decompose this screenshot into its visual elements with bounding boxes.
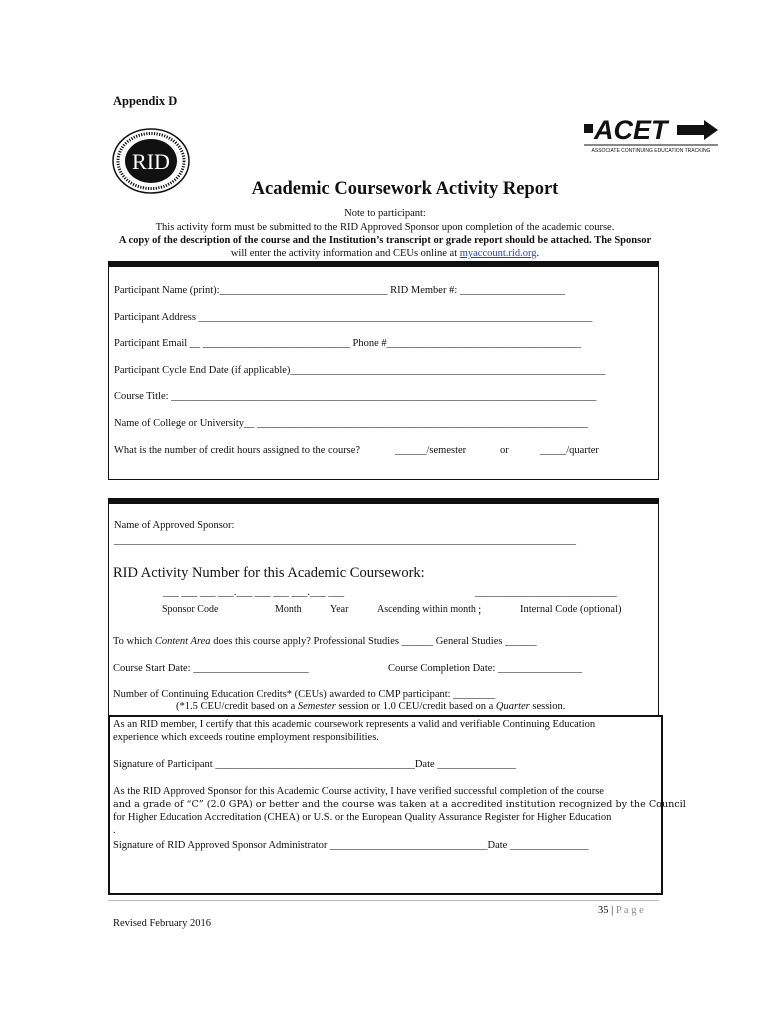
member-cert-line-1: As an RID member, I certify that this academic coursework represents a valid and verifiable Continuing Education bbox=[113, 719, 596, 730]
content-area-post: does this course apply? Professional Studies ______ General Studies ______ bbox=[210, 636, 537, 647]
label-month: Month bbox=[275, 604, 302, 615]
sponsor-name-label: Name of Approved Sponsor: bbox=[114, 520, 235, 531]
activity-number-heading: RID Activity Number for this Academic Coursework: bbox=[113, 565, 425, 581]
page-title: Academic Coursework Activity Report bbox=[251, 179, 559, 199]
appendix-label: Appendix D bbox=[113, 94, 178, 108]
internal-code-field[interactable]: ___________________________ bbox=[475, 587, 617, 598]
content-area-em: Content Area bbox=[154, 636, 211, 647]
label-semicolon: ; bbox=[478, 602, 482, 616]
member-cert-line-2: experience which exceeds routine employment responsibilities. bbox=[113, 732, 379, 743]
note-label: Note to participant: bbox=[344, 208, 426, 219]
participant-name-field[interactable]: Participant Name (print):________________________________ RID Member #: ____________________ bbox=[114, 285, 565, 296]
credit-semester-field[interactable]: ______/semester bbox=[395, 445, 467, 456]
ceu-note-quarter: Quarter bbox=[495, 701, 530, 712]
ceu-note bbox=[176, 701, 565, 712]
page-number-value: 35 bbox=[598, 905, 609, 916]
note-line-2: A copy of the description of the course and the Institution’s transcript or grade report should be attached. The Sponsor bbox=[118, 235, 652, 246]
sponsor-name-field[interactable]: ________________________________________________________________________________________ bbox=[114, 535, 576, 546]
activity-code-field[interactable]: ___ ___ ___ ___.___ ___ ___ ___.___ ___ bbox=[163, 587, 345, 598]
content-area-question[interactable] bbox=[113, 636, 537, 647]
course-title-field[interactable]: Course Title: _________________________________________________________________________________ bbox=[114, 391, 597, 402]
myaccount-link[interactable]: myaccount.rid.org bbox=[459, 248, 537, 259]
ceu-note-mid: session or 1.0 CEU/credit based on a bbox=[335, 701, 496, 712]
participant-address-field[interactable]: Participant Address ___________________________________________________________________________ bbox=[114, 312, 593, 323]
course-completion-date-field[interactable]: Course Completion Date: ________________ bbox=[388, 663, 582, 674]
participant-cycle-field[interactable]: Participant Cycle End Date (if applicable)____________________________________________________________ bbox=[114, 365, 606, 376]
page-word: P a g e bbox=[615, 905, 644, 916]
page-separator: | bbox=[611, 905, 614, 916]
note-line-3-end: . bbox=[536, 248, 540, 259]
note-line-1: This activity form must be submitted to the RID Approved Sponsor upon completion of the academic course. bbox=[155, 222, 615, 233]
acet-logo-text: ACET bbox=[594, 115, 668, 145]
rid-logo-text: RID bbox=[132, 149, 170, 174]
footer-rule bbox=[108, 900, 659, 901]
content-area-pre: To which bbox=[113, 636, 155, 647]
credit-hours-question: What is the number of credit hours assigned to the course? bbox=[114, 445, 361, 456]
ceus-field[interactable]: Number of Continuing Education Credits* (CEUs) awarded to CMP participant: ________ bbox=[113, 689, 496, 700]
participant-email-field[interactable]: Participant Email __ ____________________________ Phone #_____________________________________ bbox=[114, 338, 581, 349]
college-field[interactable]: Name of College or University__ _______________________________________________________________ bbox=[114, 418, 588, 429]
label-year: Year bbox=[330, 604, 349, 615]
sponsor-cert-line-1: As the RID Approved Sponsor for this Academic Course activity, I have verified successful completion of the course bbox=[113, 786, 604, 797]
credit-or-label: or bbox=[500, 445, 509, 456]
participant-signature-field[interactable]: Signature of Participant ______________________________________Date _______________ bbox=[113, 759, 517, 770]
note-line-3-text: will enter the activity information and CEUs online at bbox=[230, 248, 460, 259]
acet-tagline: ASSOCIATE CONTINUING EDUCATION TRACKING bbox=[591, 148, 711, 154]
ceu-note-post: session. bbox=[529, 701, 566, 712]
label-ascending: Ascending within month bbox=[377, 604, 476, 615]
acet-logo bbox=[582, 112, 720, 154]
ceu-note-pre: (*1.5 CEU/credit based on a bbox=[176, 701, 298, 712]
credit-quarter-field[interactable]: _____/quarter bbox=[540, 445, 599, 456]
note-line-3 bbox=[100, 247, 670, 261]
label-internal-code: Internal Code (optional) bbox=[520, 604, 622, 615]
revised-date: Revised February 2016 bbox=[113, 918, 211, 929]
sponsor-cert-line-2: and a grade of “C” (2.0 GPA) or better and the course was taken at a accredited institution recognized by the Council bbox=[113, 799, 686, 810]
page-number bbox=[598, 905, 644, 916]
course-start-date-field[interactable]: Course Start Date: ______________________ bbox=[113, 663, 309, 674]
sponsor-cert-line-3: for Higher Education Accreditation (CHEA) or U.S. or the European Quality Assurance Register for Higher Education bbox=[113, 812, 612, 823]
sponsor-cert-line-4: . bbox=[113, 825, 116, 836]
ceu-note-semester: Semester bbox=[297, 701, 336, 712]
label-sponsor-code: Sponsor Code bbox=[162, 604, 219, 615]
sponsor-signature-field[interactable]: Signature of RID Approved Sponsor Administrator ______________________________Date _______________ bbox=[113, 840, 589, 851]
